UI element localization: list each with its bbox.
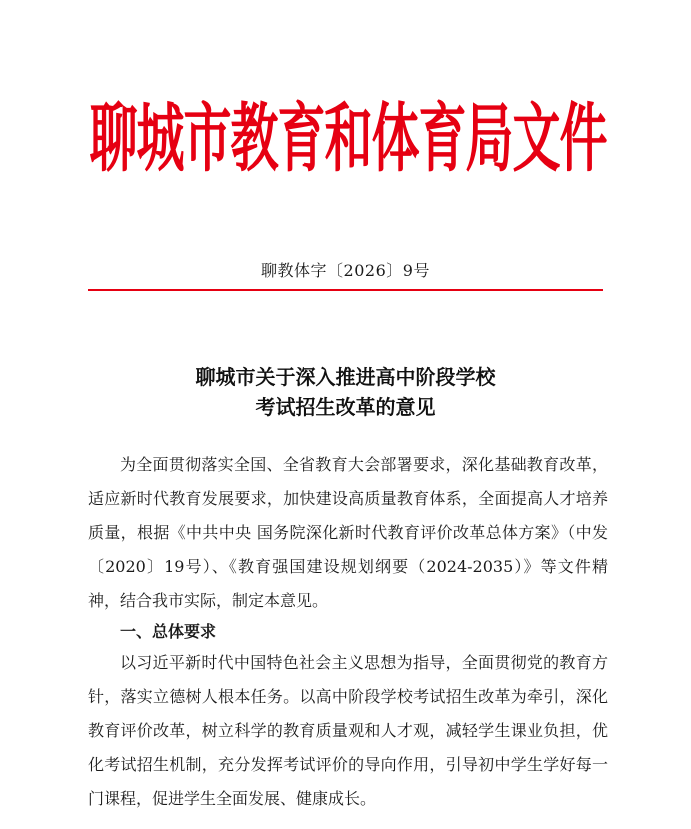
section-1-paragraph: 以习近平新时代中国特色社会主义思想为指导，全面贯彻党的教育方针，落实立德树人根本任务。以高中阶段学校考试招生改革为牵引，深化教育评价改革，树立科学的教育质量观和人才观，减轻学生课业负担，优化考试招生机制，充分发挥考试评价的导向作用，引导初中学生学好每一门课程，促进学生全面发展、健康成长。 — [88, 653, 608, 808]
red-divider-line — [88, 289, 603, 291]
intro-paragraph: 为全面贯彻落实全国、全省教育大会部署要求，深化基础教育改革，适应新时代教育发展要求，加快建设高质量教育体系，全面提高人才培养质量，根据《中共中央 国务院深化新时代教育评价改革总体方案》（中发〔2020〕19号）、《教育强国建设规划纲要（2024-2035）》等文件精神，结合我市实际，制定本意见。 — [88, 455, 608, 610]
document-title — [0, 362, 691, 422]
document-title-line-1: 聊城市关于深入推进高中阶段学校 — [195, 365, 496, 389]
section-1-heading: 一、总体要求 — [120, 622, 217, 641]
document-title-line-2: 考试招生改革的意见 — [255, 395, 436, 419]
masthead-title: 聊城市教育和体育局文件 — [89, 95, 607, 183]
document-body — [88, 448, 608, 816]
document-number: 聊教体字〔2026〕9号 — [261, 261, 430, 280]
